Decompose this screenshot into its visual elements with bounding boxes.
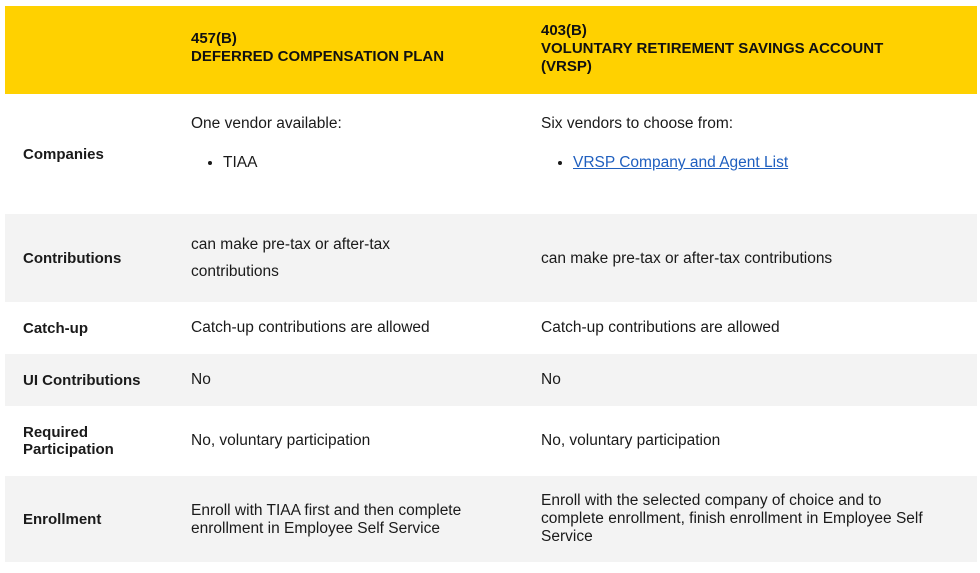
table-row (5, 406, 977, 476)
row-label: UI Contributions (23, 372, 141, 389)
vendor-item: • TIAA (223, 149, 511, 176)
header-403b-code: 403(B) (541, 22, 587, 39)
cell-text: can make pre-tax or after-tax contributions (191, 236, 390, 280)
header-403b (541, 22, 921, 76)
header-457b (191, 30, 511, 66)
table-row (5, 302, 977, 354)
table-row (5, 354, 977, 406)
row-label: Enrollment (23, 511, 102, 528)
table-row (5, 94, 977, 214)
cell-text: Enroll with TIAA first and then complete enrollment in Employee Self Service (191, 502, 462, 537)
header-403b-title: VOLUNTARY RETIREMENT SAVINGS ACCOUNT (VRSP) (541, 40, 884, 75)
cell-text: Six vendors to choose from: (541, 115, 734, 132)
cell-text: No, voluntary participation (191, 432, 371, 449)
header-457b-code: 457(B) (191, 30, 237, 47)
cell-text: Catch-up contributions are allowed (541, 319, 780, 336)
cell-text: can make pre-tax or after-tax contributions (541, 250, 833, 267)
cell-text: One vendor available: (191, 115, 342, 132)
comparison-table (5, 6, 977, 562)
companies-403b (541, 110, 941, 176)
cell-text: No, voluntary participation (541, 432, 721, 449)
table-row (5, 214, 977, 302)
row-label: Contributions (23, 250, 122, 267)
cell-text: No (541, 371, 561, 388)
row-label: Companies (23, 146, 104, 163)
row-label: Required Participation (23, 424, 114, 458)
table-row (5, 476, 977, 562)
table-header (5, 6, 977, 94)
vrsp-company-list-link[interactable]: VRSP Company and Agent List (573, 154, 789, 171)
cell-text: Enroll with the selected company of choice and to complete enrollment, finish enrollment in Employee Self Service (541, 492, 923, 545)
companies-457b (191, 110, 511, 176)
header-457b-title: DEFERRED COMPENSATION PLAN (191, 48, 445, 65)
cell-text: Catch-up contributions are allowed (191, 319, 430, 336)
cell-text: No (191, 371, 211, 388)
row-label: Catch-up (23, 320, 88, 337)
